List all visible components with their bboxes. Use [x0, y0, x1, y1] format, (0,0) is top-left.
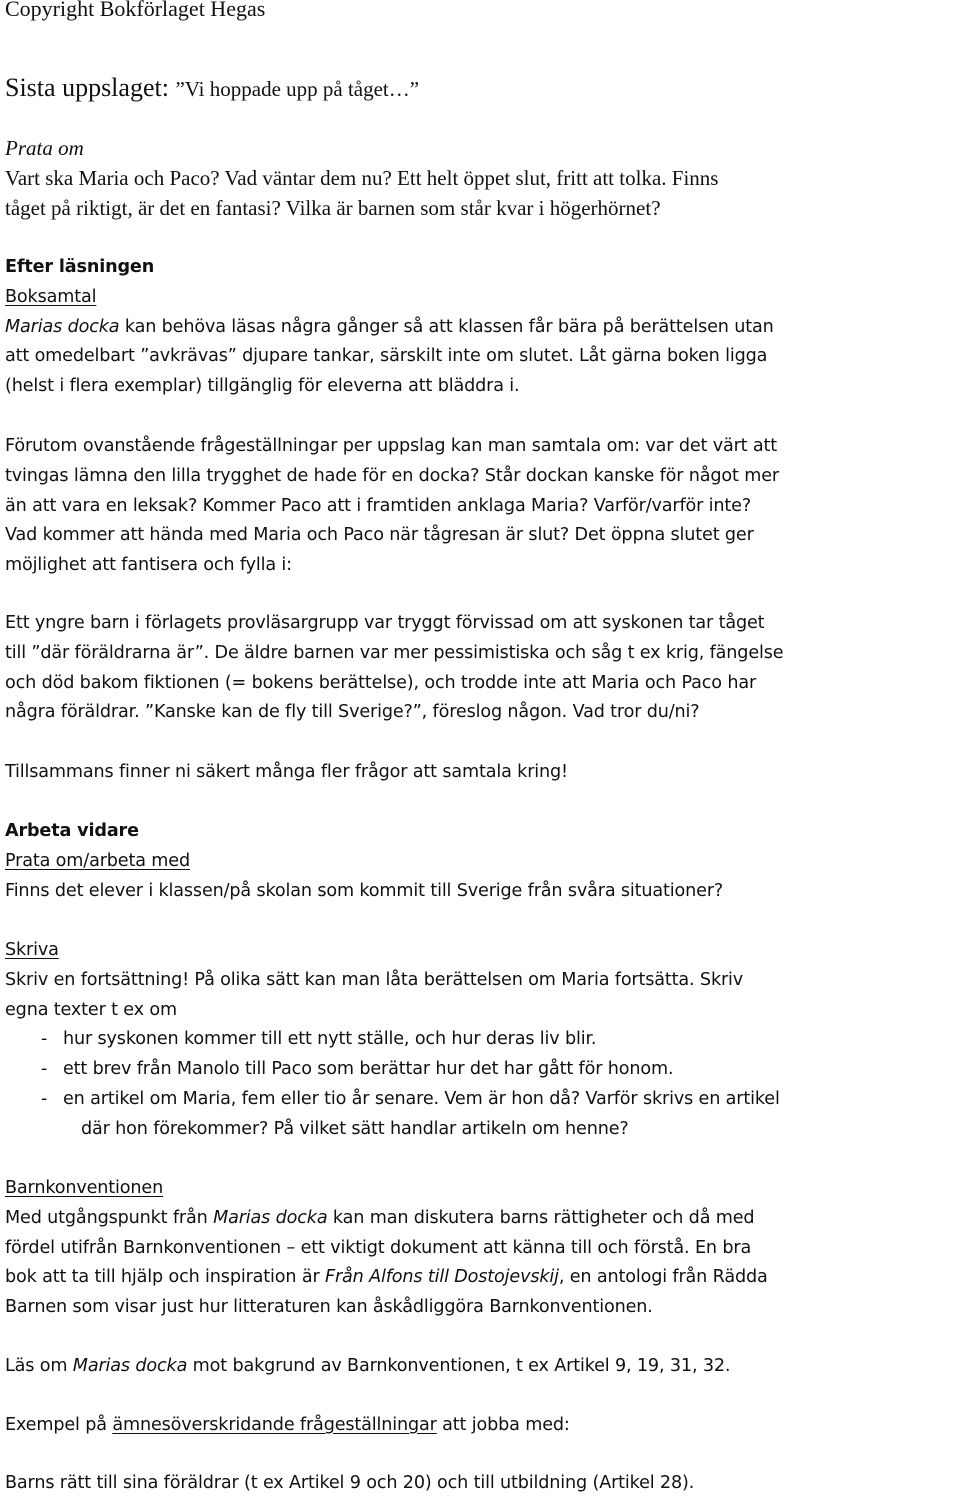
paragraph-line: Barns rätt till sina föräldrar (t ex Artikel 9 och 20) och till utbildning (Artikel 28).	[5, 1473, 695, 1493]
arbeta-vidare-heading: Arbeta vidare	[5, 821, 139, 841]
efter-lasningen-heading: Efter läsningen	[5, 257, 155, 277]
paragraph-line: fördel utifrån Barnkonventionen – ett viktigt dokument att känna till och förstå. En bra	[5, 1237, 752, 1258]
prata-om-heading: Prata om	[5, 136, 84, 160]
paragraph-line: Finns det elever i klassen/på skolan som kommit till Sverige från svåra situationer?	[5, 880, 724, 901]
arbeta-vidare-section	[5, 817, 723, 906]
text-span: Läs om	[5, 1356, 73, 1376]
efter-lasningen-section	[5, 253, 774, 402]
paragraph-line: Barnen som visar just hur litteraturen kan åskådliggöra Barnkonventionen.	[5, 1297, 653, 1318]
paragraph-line: Vad kommer att hända med Maria och Paco när tågresan är slut? Det öppna slutet ger	[5, 525, 754, 546]
paragraph-line: Skriv en fortsättning! På olika sätt kan man låta berättelsen om Maria fortsätta. Skriv	[5, 969, 744, 990]
section-title	[5, 72, 419, 105]
book-title: Marias docka	[5, 316, 120, 337]
provlasargrupp-paragraph	[5, 609, 783, 728]
text-span: kan behöva läsas några gånger så att klassen får bära på berättelsen utan	[119, 316, 774, 337]
forutom-paragraph	[5, 432, 779, 581]
list-item-text: en artikel om Maria, fem eller tio år senare. Vem är hon då? Varför skrivs en artikel	[63, 1088, 780, 1109]
paragraph-line: tåget på riktigt, är det en fantasi? Vilka är barnen som står kvar i högerhörnet?	[5, 196, 661, 220]
tillsammans-paragraph	[5, 758, 568, 788]
paragraph-line: Vart ska Maria och Paco? Vad väntar dem nu? Ett helt öppet slut, fritt att tolka. Finns	[5, 166, 719, 190]
paragraph-line	[5, 1204, 768, 1234]
paragraph-line: till ”där föräldrarna är”. De äldre barnen var mer pessimistiska och såg t ex krig, fängelse	[5, 642, 784, 663]
boksamtal-heading: Boksamtal	[5, 286, 97, 307]
paragraph-line	[5, 1411, 570, 1441]
paragraph-line: (helst i flera exemplar) tillgänglig för eleverna att bläddra i.	[5, 376, 520, 397]
skriva-section	[5, 936, 780, 1145]
exempel-paragraph	[5, 1411, 570, 1441]
list-item	[5, 1025, 780, 1055]
paragraph-line: tvingas lämna den lilla trygghet de hade för en docka? Står dockan kanske för något mer	[5, 465, 779, 486]
paragraph-line	[5, 1352, 730, 1382]
text-span: Med utgångspunkt från	[5, 1207, 214, 1228]
list-item-text: ett brev från Manolo till Paco som berättar hur det har gått för honom.	[63, 1059, 674, 1080]
text-span: , en antologi från Rädda	[558, 1267, 768, 1288]
paragraph-line: att omedelbart ”avkrävas” djupare tankar, särskilt inte om slutet. Låt gärna boken ligga	[5, 346, 768, 367]
barnkonventionen-section	[5, 1174, 768, 1323]
list-item	[5, 1055, 780, 1085]
paragraph-line: Ett yngre barn i förlagets provläsargrupp var tryggt förvissad om att syskonen tar tåget	[5, 613, 765, 633]
paragraph-line	[5, 313, 774, 343]
dash-bullet: -	[41, 1059, 48, 1080]
prata-om-section	[5, 133, 718, 223]
dash-bullet: -	[41, 1088, 48, 1109]
text-span: Exempel på	[5, 1415, 113, 1435]
text-span: bok att ta till hjälp och inspiration är	[5, 1267, 325, 1288]
skriva-heading: Skriva	[5, 940, 59, 960]
list-item-continuation: där hon förekommer? På vilket sätt handlar artikeln om henne?	[81, 1118, 629, 1139]
dash-bullet: -	[41, 1029, 48, 1050]
title-label: Sista uppslaget:	[5, 73, 176, 102]
book-title: Från Alfons till Dostojevskij	[325, 1267, 559, 1288]
paragraph-line: möjlighet att fantisera och fylla i:	[5, 555, 292, 576]
rights-paragraph	[5, 1469, 694, 1499]
paragraph-line	[5, 1263, 768, 1293]
paragraph-line: några föräldrar. ”Kanske kan de fly till Sverige?”, föreslog någon. Vad tror du/ni?	[5, 702, 700, 723]
paragraph-line: och död bakom fiktionen (= bokens berättelse), och trodde inte att Maria och Paco har	[5, 672, 757, 693]
book-title: Marias docka	[72, 1356, 188, 1376]
list-item-text: hur syskonen kommer till ett nytt ställe, och hur deras liv blir.	[63, 1029, 597, 1050]
underlined-term: ämnesöverskridande frågeställningar	[112, 1415, 437, 1435]
paragraph-line: Tillsammans finner ni säkert många fler frågor att samtala kring!	[5, 762, 568, 782]
book-title: Marias docka	[213, 1207, 328, 1228]
title-quote: ”Vi hoppade upp på tåget…”	[175, 77, 420, 101]
paragraph-line: än att vara en leksak? Kommer Paco att i framtiden anklaga Maria? Varför/varför inte?	[5, 495, 752, 516]
copyright-line: Copyright Bokförlaget Hegas	[5, 0, 266, 21]
las-om-paragraph	[5, 1352, 730, 1382]
text-span: kan man diskutera barns rättigheter och då med	[327, 1207, 755, 1228]
list-item	[5, 1085, 780, 1115]
barnkonventionen-heading: Barnkonventionen	[5, 1178, 164, 1198]
text-span: att jobba med:	[436, 1415, 570, 1435]
paragraph-line: egna texter t ex om	[5, 999, 177, 1020]
prata-om-arbeta-med-heading: Prata om/arbeta med	[5, 850, 190, 871]
paragraph-line: Förutom ovanstående frågeställningar per uppslag kan man samtala om: var det värt att	[5, 436, 778, 456]
text-span: mot bakgrund av Barnkonventionen, t ex Artikel 9, 19, 31, 32.	[187, 1356, 731, 1376]
